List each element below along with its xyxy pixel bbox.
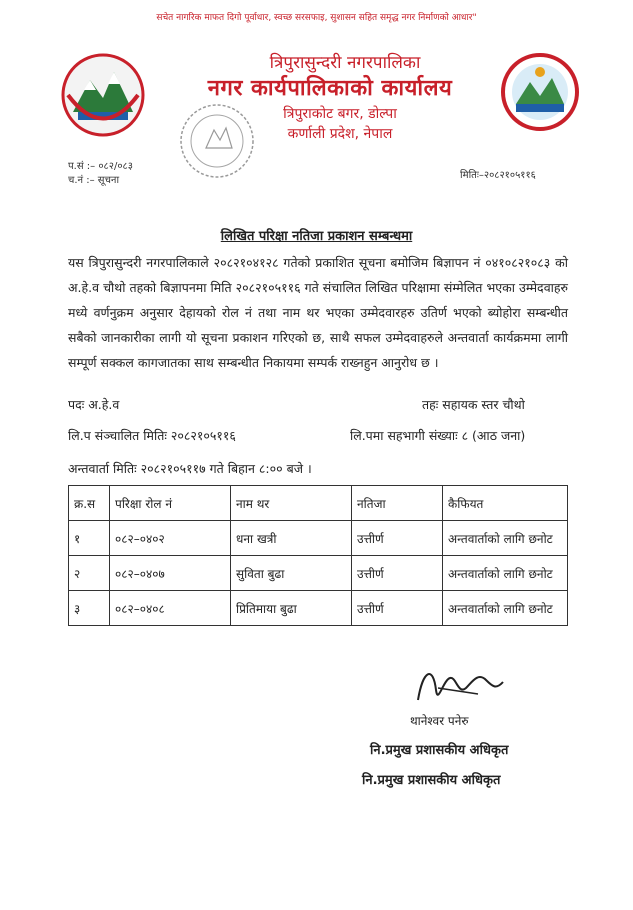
results-table — [68, 485, 568, 626]
office-title: नगर कार्यपालिकाको कार्यालय — [207, 76, 453, 101]
notice-body: यस त्रिपुरासुन्दरी नगरपालिकाले २०८२१०४१२८ गतेको प्रकाशित सूचना बमोजिम बिज्ञापन नं ०४१०८२१०८३ को अ.हे.व चौथो तहको बिज्ञापनमा मिति २०८२१०५११६ गते संचालित लिखित परिक्षामा संम्मेलित भएका उम्मेदवाहरु मध्ये वर्णनुक्रम अनुसार देहायको रोल नं तथा नाम थर भएका उम्मेदवारहरु उतिर्ण भएको ब्योहोरा सम्बन्धीत सबैको जानकारीका लागी यो सूचना प्रकाशन गरिएको छ, साथै सफल उम्मेदवाहरुले अन्तवार्ता कार्यक्रममा लागी सम्पूर्ण सक्कल कागजातका साथ सम्बन्धीत निकायमा सम्पर्क राख्नहुन आनुरोध छ । — [68, 255, 568, 370]
cell-name: सुविता बुढा — [231, 556, 352, 591]
level-label: तहः सहायक स्तर चौथो — [422, 397, 525, 412]
cell-serial: १ — [69, 521, 110, 556]
municipality-name: त्रिपुरासुन्दरी नगरपालिका — [269, 53, 421, 73]
cell-name: धना खत्री — [231, 521, 352, 556]
signature-icon — [408, 660, 508, 710]
cell-serial: २ — [69, 556, 110, 591]
table-row — [69, 556, 568, 591]
subject-line — [0, 226, 633, 244]
signatory-name: थानेश्वर पनेरु — [410, 714, 469, 728]
nepal-emblem-icon — [58, 50, 148, 140]
table-row — [69, 591, 568, 626]
header-name: नाम थर — [231, 486, 352, 521]
signatory-title-stamp: नि.प्रमुख प्रशासकीय अधिकृत — [362, 773, 501, 788]
cell-result: उत्तीर्ण — [352, 591, 443, 626]
motto: सचेत नागरिक माफत दिगो पूर्वाधार, स्वच्छ सरसफाइ, सुशासन सहित समृद्ध नगर निर्माणको आधार" — [156, 13, 477, 23]
office-stamp-icon — [176, 100, 258, 182]
cell-roll: ०८२–०४०८ — [110, 591, 231, 626]
subject-text: लिखित परिक्षा नतिजा प्रकाशन सम्बन्धमा — [220, 229, 413, 244]
cell-name: प्रितिमाया बुढा — [231, 591, 352, 626]
dispatch-number: च.नं :– सूचना — [68, 175, 120, 186]
cell-roll: ०८२–०४०७ — [110, 556, 231, 591]
reference-number: प.सं :– ०८२/०८३ — [68, 161, 133, 172]
municipality-logo-icon — [500, 52, 580, 132]
cell-result: उत्तीर्ण — [352, 521, 443, 556]
participants-label: लि.पमा सहभागी संख्याः ८ (आठ जना) — [350, 428, 526, 443]
table-header-row — [69, 486, 568, 521]
cell-remarks: अन्तवार्ताको लागि छनोट — [443, 591, 568, 626]
cell-roll: ०८२–०४०२ — [110, 521, 231, 556]
header-result: नतिजा — [352, 486, 443, 521]
header-remarks: कैफियत — [443, 486, 568, 521]
address-line-1: त्रिपुराकोट बगर, डोल्पा — [283, 106, 397, 122]
notice-date: मितिः–२०८२१०५११६ — [460, 170, 536, 181]
exam-date-label: लि.प संञ्चालित मितिः २०८२१०५११६ — [68, 428, 236, 443]
cell-serial: ३ — [69, 591, 110, 626]
cell-result: उत्तीर्ण — [352, 556, 443, 591]
cell-remarks: अन्तवार्ताको लागि छनोट — [443, 556, 568, 591]
post-label: पदः अ.हे.व — [68, 397, 120, 412]
cell-remarks: अन्तवार्ताको लागि छनोट — [443, 521, 568, 556]
header-roll: परिक्षा रोल नं — [110, 486, 231, 521]
header-serial: क्र.स — [69, 486, 110, 521]
signatory-title: नि.प्रमुख प्रशासकीय अधिकृत — [370, 743, 509, 758]
interview-date-label: अन्तवार्ता मितिः २०८२१०५११७ गते बिहान ८:०० बजे । — [68, 461, 312, 476]
table-row — [69, 521, 568, 556]
address-line-2: कर्णाली प्रदेश, नेपाल — [287, 126, 393, 142]
